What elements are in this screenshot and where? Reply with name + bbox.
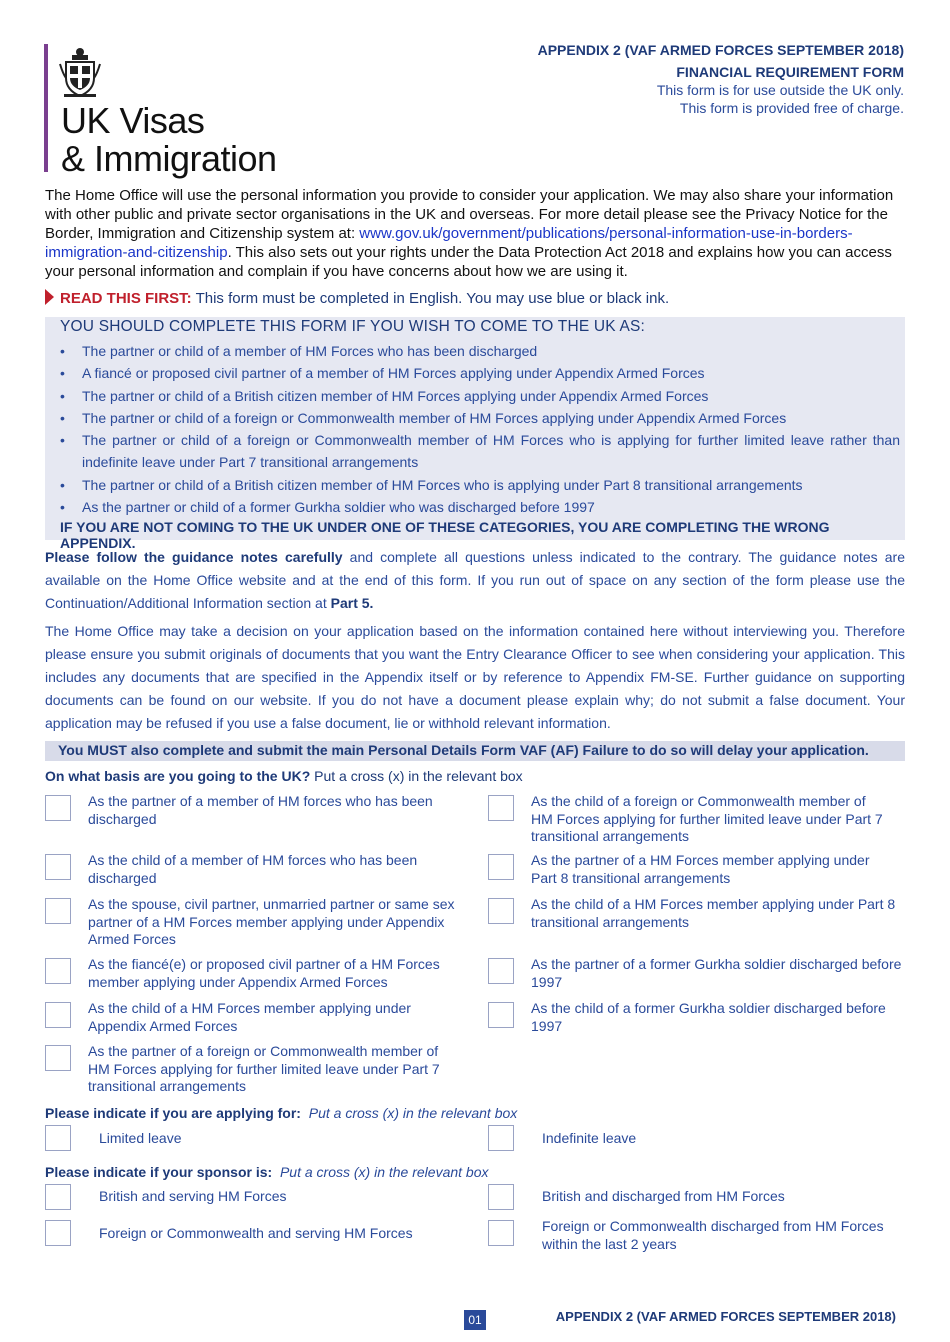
list-item: • A fiancé or proposed civil partner of a member of HM Forces applying under Appendix Armed Forces: [60, 362, 900, 384]
form-title: FINANCIAL REQUIREMENT FORM: [676, 64, 904, 80]
basis-checkbox-child-gurkha[interactable]: [488, 1002, 514, 1028]
guidance-bold: Please follow the guidance notes carefully: [45, 549, 343, 565]
indefinite-leave-checkbox[interactable]: [488, 1125, 514, 1151]
arrow-icon: [45, 289, 54, 305]
privacy-text-start: The Home Office will use the personal information you provide to consider your application. We may also share your information with other public and private sector organisations in the UK and overseas. For more detail please see the Privacy Notice for the Border, Immigration and Citizenship system at:: [45, 187, 894, 242]
sponsor-option-label: Foreign or Commonwealth and serving HM Forces: [99, 1225, 413, 1241]
brand-accent-bar: [44, 44, 48, 172]
basis-checkbox-child-appendix[interactable]: [45, 1002, 71, 1028]
sponsor-british-serving-checkbox[interactable]: [45, 1184, 71, 1210]
indefinite-leave-label: Indefinite leave: [542, 1130, 637, 1146]
outside-uk-note: This form is for use outside the UK only.: [656, 82, 904, 98]
basis-checkbox-partner-part8[interactable]: [488, 854, 514, 880]
sponsor-foreign-serving-checkbox[interactable]: [45, 1220, 71, 1246]
list-item: • The partner or child of a foreign or Commonwealth member of HM Forces applying under Appendix Armed Forces: [60, 407, 900, 429]
categories-title: YOU SHOULD COMPLETE THIS FORM IF YOU WISH TO COME TO THE UK AS:: [60, 318, 646, 335]
basis-checkbox-partner-discharged[interactable]: [45, 795, 71, 821]
basis-option-label: As the child of a foreign or Commonwealth member of HM Forces applying for further limited leave under Part 7 transitional arrangements: [531, 793, 883, 844]
basis-question: [45, 768, 523, 784]
wrong-appendix-warning: IF YOU ARE NOT COMING TO THE UK UNDER ONE OF THESE CATEGORIES, YOU ARE COMPLETING THE WRONG APPENDIX.: [60, 519, 830, 551]
basis-checkbox-spouse-appendix[interactable]: [45, 898, 71, 924]
page-number: 01: [464, 1310, 486, 1330]
basis-checkbox-fiance-appendix[interactable]: [45, 958, 71, 984]
read-first-text: This form must be completed in English. You may use blue or black ink.: [191, 290, 670, 307]
basis-option-label: As the child of a former Gurkha soldier discharged before 1997: [531, 1000, 886, 1034]
applying-for-question: [45, 1105, 517, 1121]
basis-option-label: As the partner of a foreign or Commonwealth member of HM Forces applying for further limited leave under Part 7 transitional arrangements: [88, 1043, 440, 1094]
basis-instruction: Put a cross (x) in the relevant box: [310, 768, 523, 784]
read-first-note: [45, 289, 905, 307]
royal-crest-icon: [58, 44, 102, 100]
privacy-intro: [45, 186, 907, 281]
brand-line-1: UK Visas: [61, 100, 205, 141]
sponsor-foreign-discharged-checkbox[interactable]: [488, 1220, 514, 1246]
sponsor-option-label: Foreign or Commonwealth discharged from HM Forces within the last 2 years: [542, 1218, 884, 1252]
brand-name: [61, 102, 277, 178]
basis-option-label: As the child of a HM Forces member applying under Part 8 transitional arrangements: [531, 896, 896, 930]
basis-checkbox-partner-part7[interactable]: [45, 1045, 71, 1071]
list-item: • As the partner or child of a former Gurkha soldier who was discharged before 1997: [60, 496, 900, 518]
sponsor-british-discharged-checkbox[interactable]: [488, 1184, 514, 1210]
basis-option-label: As the partner of a former Gurkha soldier discharged before 1997: [531, 956, 902, 990]
limited-leave-label: Limited leave: [99, 1130, 182, 1146]
sponsor-question: [45, 1164, 489, 1180]
sponsor-instruction: Put a cross (x) in the relevant box: [279, 1164, 489, 1180]
guidance-text: and complete all questions unless indicated to the contrary. The guidance notes are available on the Home Office website and at the end of this form. If you run out of space on any section of the form please use the Continuation/Additional Information section at: [45, 549, 905, 611]
brand-line-2: & Immigration: [61, 138, 277, 179]
guidance-paragraph: [45, 546, 905, 615]
basis-option-label: As the fiancé(e) or proposed civil partner of a HM Forces member applying under Appendix Armed Forces: [88, 956, 440, 990]
read-first-label: READ THIS FIRST:: [60, 290, 192, 307]
categories-list: [60, 340, 900, 518]
list-item: • The partner or child of a member of HM Forces who has been discharged: [60, 340, 900, 362]
sponsor-option-label: British and discharged from HM Forces: [542, 1188, 785, 1204]
basis-checkbox-partner-gurkha[interactable]: [488, 958, 514, 984]
basis-checkbox-child-part8[interactable]: [488, 898, 514, 924]
basis-option-label: As the partner of a HM Forces member applying under Part 8 transitional arrangements: [531, 852, 870, 886]
decision-paragraph: The Home Office may take a decision on your application based on the information contained here without interviewing you. Therefore please ensure you submit originals of documents that you want the Entry Clearance Officer to see when considering your application. This includes any documents that are specified in the Appendix itself or by reference to Appendix FM-SE. Further guidance on supporting documents can be found on our website. If you do not have a document please explain why; do not submit a false document. Your application may be refused if you use a false document, lie or withhold relevant information.: [45, 623, 905, 731]
must-complete-text: You MUST also complete and submit the main Personal Details Form VAF (AF) Failure to do so will delay your application.: [58, 742, 869, 758]
basis-option-label: As the child of a HM Forces member applying under Appendix Armed Forces: [88, 1000, 411, 1034]
sponsor-question-text: Please indicate if your sponsor is:: [45, 1164, 273, 1180]
basis-option-label: As the child of a member of HM forces who has been discharged: [88, 852, 418, 886]
list-item: • The partner or child of a foreign or Commonwealth member of HM Forces who is applying for further limited leave rather than indefinite leave under Part 7 transitional arrangements: [60, 429, 900, 474]
footer-appendix-title: APPENDIX 2 (VAF ARMED FORCES SEPTEMBER 2018): [555, 1309, 896, 1324]
free-of-charge-note: This form is provided free of charge.: [679, 100, 904, 116]
basis-question-text: On what basis are you going to the UK?: [45, 768, 311, 784]
applying-for-question-text: Please indicate if you are applying for:: [45, 1105, 301, 1121]
basis-option-label: As the spouse, civil partner, unmarried partner or same sex partner of a HM Forces member applying under Appendix Armed Forces: [88, 896, 455, 947]
privacy-text-end: . This also sets out your rights under the Data Protection Act 2018 and explains how you can access your personal information and complain if you have concerns about how we are using it.: [45, 244, 892, 280]
list-item: • The partner or child of a British citizen member of HM Forces applying under Appendix Armed Forces: [60, 385, 900, 407]
guidance-part-ref: Part 5.: [330, 595, 374, 611]
list-item: • The partner or child of a British citizen member of HM Forces who is applying under Part 8 transitional arrangements: [60, 474, 900, 496]
appendix-title: APPENDIX 2 (VAF ARMED FORCES SEPTEMBER 2018): [537, 42, 904, 58]
basis-checkbox-child-discharged[interactable]: [45, 854, 71, 880]
limited-leave-checkbox[interactable]: [45, 1125, 71, 1151]
basis-checkbox-child-part7[interactable]: [488, 795, 514, 821]
sponsor-option-label: British and serving HM Forces: [99, 1188, 287, 1204]
basis-option-label: As the partner of a member of HM forces who has been discharged: [88, 793, 433, 827]
applying-for-instruction: Put a cross (x) in the relevant box: [308, 1105, 518, 1121]
privacy-notice-link[interactable]: www.gov.uk/government/publications/personal-information-use-in-borders-immigration-and-citizenship: [45, 225, 853, 261]
